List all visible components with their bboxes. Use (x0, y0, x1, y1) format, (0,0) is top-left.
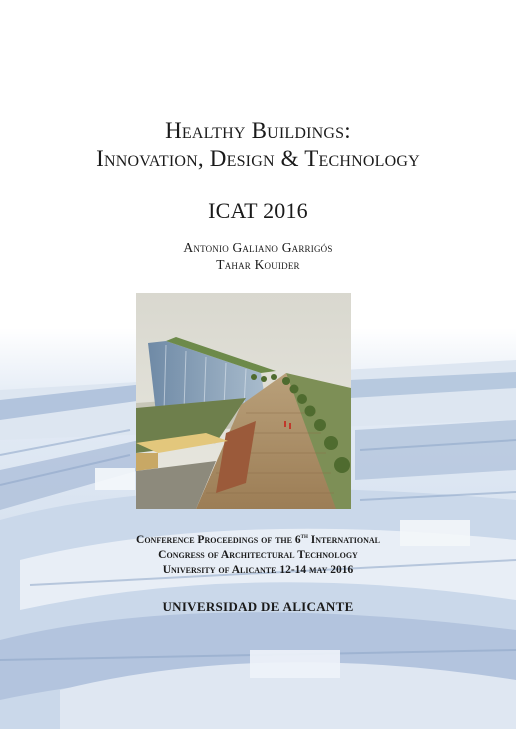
conference-line-1: Conference Proceedings of the 6th International (136, 532, 380, 546)
book-title-line-2: Innovation, Design & Technology (96, 146, 420, 171)
author-2: Tahar Kouider (216, 257, 300, 272)
publisher-name: UNIVERSIDAD DE ALICANTE (162, 599, 354, 614)
author-1: Antonio Galiano Garrigós (183, 240, 333, 255)
conference-line-2: Congress of Architectural Technology (158, 549, 358, 561)
event-name: ICAT 2016 (208, 198, 308, 223)
conference-line-3: University of Alicante 12-14 may 2016 (162, 564, 354, 576)
book-title-line-1: Healthy Buildings: (165, 118, 351, 143)
architectural-rendering-image (136, 293, 351, 509)
